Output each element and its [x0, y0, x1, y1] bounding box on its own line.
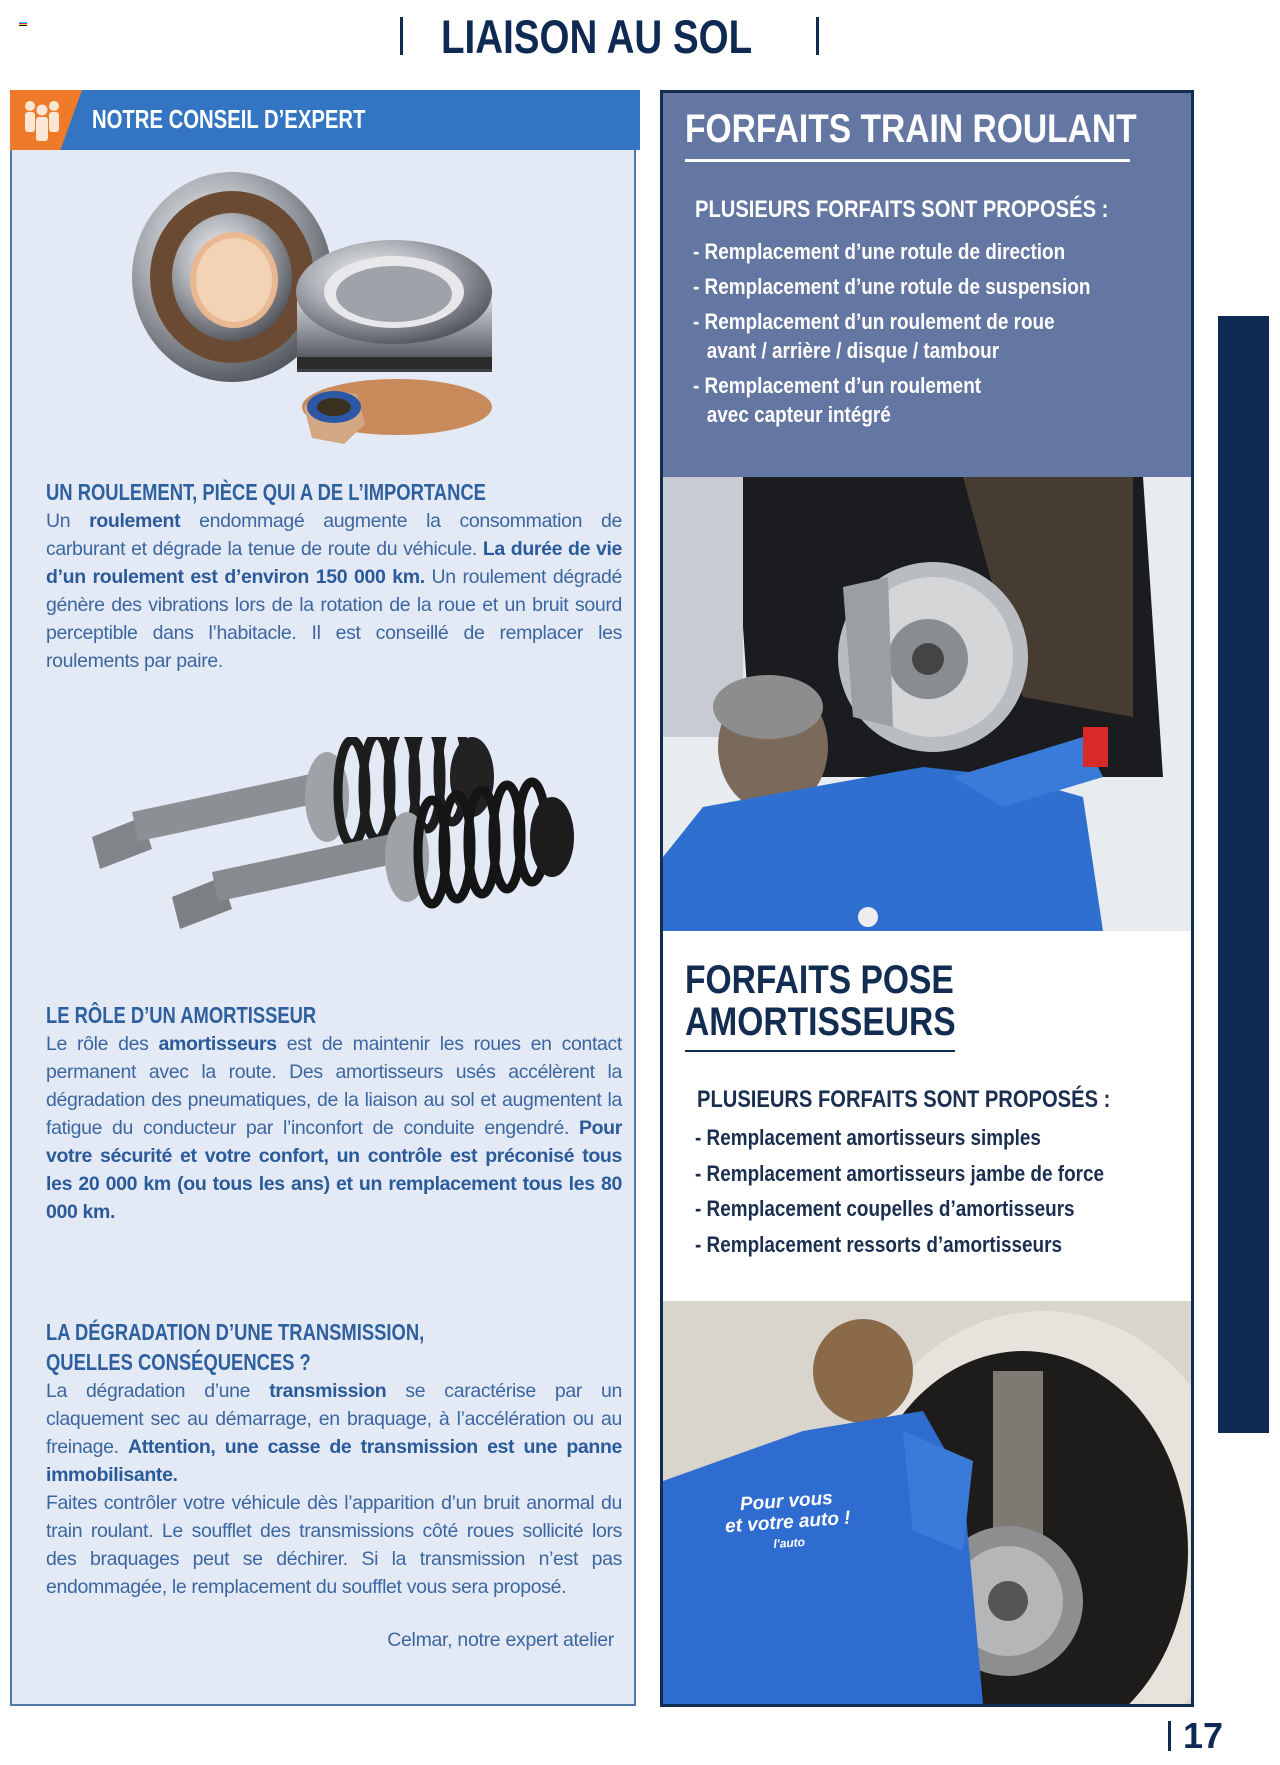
mechanic-shock-absorber-photo: [663, 1301, 1191, 1704]
title-separator-left: [400, 17, 403, 55]
packages-panel: [660, 90, 1194, 1707]
expert-advice-header: [10, 90, 640, 150]
list-item: - Remplacement d’un roulement de roue avant / arrière / disque / tambour: [693, 309, 1055, 363]
train-roulant-box: [663, 93, 1191, 477]
list-item: - Remplacement amortisseurs simples: [695, 1125, 1041, 1150]
list-item: - Remplacement d’une rotule de suspension: [693, 274, 1091, 299]
shirt-slogan: Pour vous et votre auto ! l'auto: [723, 1487, 853, 1559]
list-item: - Remplacement d’un roulement avec capteur intégré: [693, 373, 982, 427]
list-item: - Remplacement coupelles d’amortisseurs: [695, 1196, 1075, 1221]
pose-amortisseurs-list: [695, 1123, 1171, 1265]
transmission-section-text-2: Faites contrôler votre véhicule dès l’apparition d’un bruit anormal du train roulant. Le soufflet des transmissions côté roues sollicité lors des braquages peut se déchirer. Si la transmission n’est pas endommagée, le remplacement du soufflet vous sera proposé.: [46, 1492, 622, 1598]
transmission-section-title-1: LA DÉGRADATION D’UNE TRANSMISSION,: [46, 1319, 425, 1345]
title-underline: [685, 1050, 955, 1052]
bearing-section-text: Un roulement endommagé augmente la consommation de carburant et dégrade la tenue de route du véhicule. La durée de vie d’un roulement est d’environ 150 000 km. Un roulement dégradé génère des vibrations lors de la rotation de la roue et un bruit sourd perceptible dans l’habitacle. Il est conseillé de remplacer les roulements par paire.: [46, 510, 623, 672]
mechanic-brake-disc-photo: [663, 477, 1191, 931]
list-item: - Remplacement amortisseurs jambe de force: [695, 1160, 1105, 1186]
expert-advice-panel: [10, 90, 636, 1706]
expert-advice-title: NOTRE CONSEIL D’EXPERT: [92, 104, 366, 134]
page-title: LIAISON AU SOL: [441, 9, 753, 63]
expert-signature: Celmar, notre expert atelier: [387, 1629, 614, 1651]
transmission-section-title-2: QUELLES CONSÉQUENCES ?: [46, 1349, 311, 1375]
shock-absorber-section-title: LE RÔLE D’UN AMORTISSEUR: [46, 1002, 317, 1028]
train-roulant-list: [693, 237, 1155, 435]
page-number: 17: [1183, 1715, 1224, 1756]
shock-absorber-section: [46, 1000, 622, 1226]
shock-absorber-section-text: Le rôle des amortisseurs est de maintenir les roues en contact permanent avec la route. Des amortisseurs usés accélèrent la dégradation des pneumatiques, de la liaison au sol et augmentent la fatigue du conducteur par l’inconfort de conduite engendré. Pour votre sécurité et votre confort, un contrôle est préconisé tous les 20 000 km (ou tous les ans) et un remplacement tous les 80 000 km.: [46, 1033, 622, 1223]
shock-absorber-image: [72, 737, 592, 967]
print-color-mark: [19, 22, 27, 27]
title-separator-right: [816, 17, 819, 55]
list-item: - Remplacement ressorts d’amortisseurs: [695, 1231, 1062, 1257]
list-item: - Remplacement d’une rotule de direction: [693, 239, 1066, 264]
transmission-section-text: La dégradation d’une transmission se caractérise par un claquement sec au démarrage, en braquage, à l’accélération ou au freinage. Attention, une casse de transmission est une panne immobilisante.: [46, 1380, 622, 1486]
pose-amortisseurs-title: FORFAITS POSE AMORTISSEURS: [685, 958, 956, 1044]
bearing-image: [122, 162, 542, 452]
bearing-section: [46, 477, 622, 675]
transmission-section: [46, 1317, 622, 1601]
title-underline: [685, 159, 1130, 162]
group-of-people-icon: [22, 98, 62, 142]
bearing-section-title: UN ROULEMENT, PIÈCE QUI A DE L’IMPORTANCE: [46, 479, 486, 505]
page-number-separator: [1168, 1721, 1171, 1751]
lauto-logo: l'auto: [773, 1534, 806, 1552]
train-roulant-subtitle: PLUSIEURS FORFAITS SONT PROPOSÉS :: [695, 196, 1109, 223]
page-number-block: [1168, 1715, 1223, 1757]
pose-amortisseurs-subtitle: PLUSIEURS FORFAITS SONT PROPOSÉS :: [697, 1086, 1111, 1113]
section-side-tab: [1218, 316, 1269, 1433]
train-roulant-title: FORFAITS TRAIN ROULANT: [685, 107, 1137, 151]
